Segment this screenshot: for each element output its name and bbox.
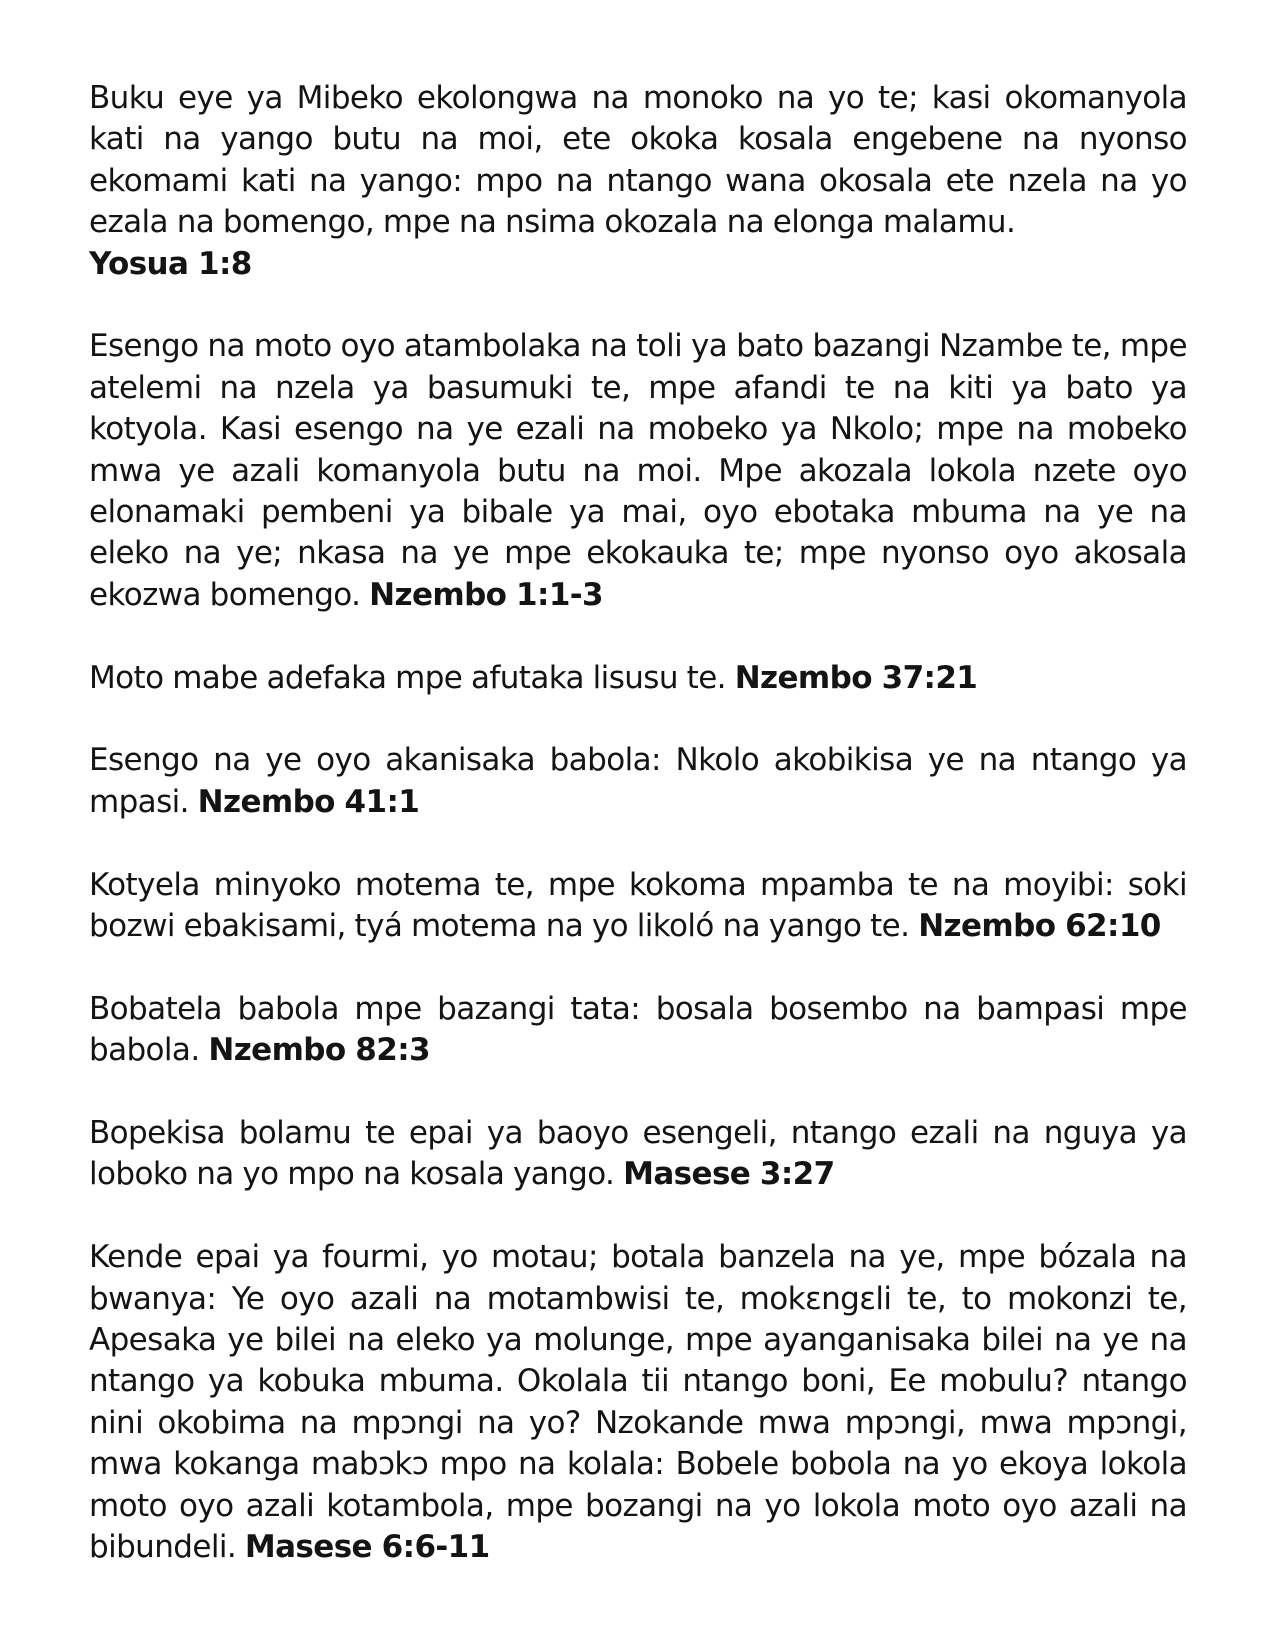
passage-text: Esengo na ye oyo akanisaka babola: Nkolo akobikisa ye na ntango ya mpasi.: [89, 742, 1187, 820]
passage-nzembo-37-21: [89, 658, 1187, 699]
passage-text: Moto mabe adefaka mpe afutaka lisusu te.: [89, 659, 726, 696]
passage-nzembo-82-3: [89, 989, 1187, 1072]
scripture-reference: Nzembo 82:3: [208, 1032, 430, 1069]
passage-text: Kotyela minyoko motema te, mpe kokoma mpamba te na moyibi: soki bozwi ebakisami, tyá motema na yo likoló na yango te.: [89, 866, 1187, 945]
scripture-reference: Masese 3:27: [623, 1156, 835, 1193]
passage-nzembo-1-1-3: [89, 326, 1187, 616]
passage-text: Bopekisa bolamu te epai ya baoyo esengeli, ntango ezali na nguya ya loboko na yo mpo na kosala yango.: [89, 1115, 1187, 1193]
document-page: [89, 78, 1187, 1569]
passage-masese-6-6-11: [89, 1237, 1187, 1568]
passage-yosua-1-8: [89, 78, 1187, 285]
passage-masese-3-27: [89, 1113, 1187, 1196]
passage-nzembo-41-1: [89, 740, 1187, 823]
passage-text: Bobatela babola mpe bazangi tata: bosala bosembo na bampasi mpe babola.: [89, 990, 1187, 1069]
scripture-reference: Yosua 1:8: [89, 245, 252, 282]
passage-text: Buku eye ya Mibeko ekolongwa na monoko na yo te; kasi okomanyola kati na yango butu na moi, ete okoka kosala engebene na nyonso ekomami kati na yango: mpo na ntango wana okosala ete nzela na yo ezala na bomengo, mpe na nsima okozala na elonga malamu.: [89, 80, 1187, 241]
passage-nzembo-62-10: [89, 865, 1187, 948]
scripture-reference: Nzembo 1:1-3: [369, 576, 604, 613]
scripture-reference: Masese 6:6-11: [244, 1529, 490, 1566]
scripture-reference: Nzembo 62:10: [918, 908, 1161, 945]
passage-text: Esengo na moto oyo atambolaka na toli ya bato bazangi Nzambe te, mpe atelemi na nzela ya basumuki te, mpe afandi te na kiti ya bato ya kotyola. Kasi esengo na ye ezali na mobeko ya Nkolo; mpe na mobeko mwa ye azali komanyola butu na moi. Mpe akozala lokola nzete oyo elonamaki pembeni ya bibale ya mai, oyo ebotaka mbuma na ye na eleko na ye; nkasa na ye mpe ekokauka te; mpe nyonso oyo akosala ekozwa bomengo.: [89, 328, 1187, 613]
passage-text: Kende epai ya fourmi, yo motau; botala banzela na ye, mpe bózala na bwanya: Ye oyo azali na motambwisi te, mokɛngɛli te, to mokonzi te, Apesaka ye bilei na eleko ya molunge, mpe ayanganisaka bilei na ye na ntango ya kobuka mbuma. Okolala tii ntango boni, Ee mobulu? ntango nini okobima na mpɔngi na yo? Nzokande mwa mpɔngi, mwa mpɔngi, mwa kokanga mabɔkɔ mpo na kolala: Bobele bobola na yo ekoya lokola moto oyo azali kotambola, mpe bozangi na yo lokola moto oyo azali na bibundeli.: [89, 1239, 1187, 1566]
scripture-reference: Nzembo 41:1: [197, 783, 420, 820]
scripture-reference: Nzembo 37:21: [734, 659, 978, 696]
